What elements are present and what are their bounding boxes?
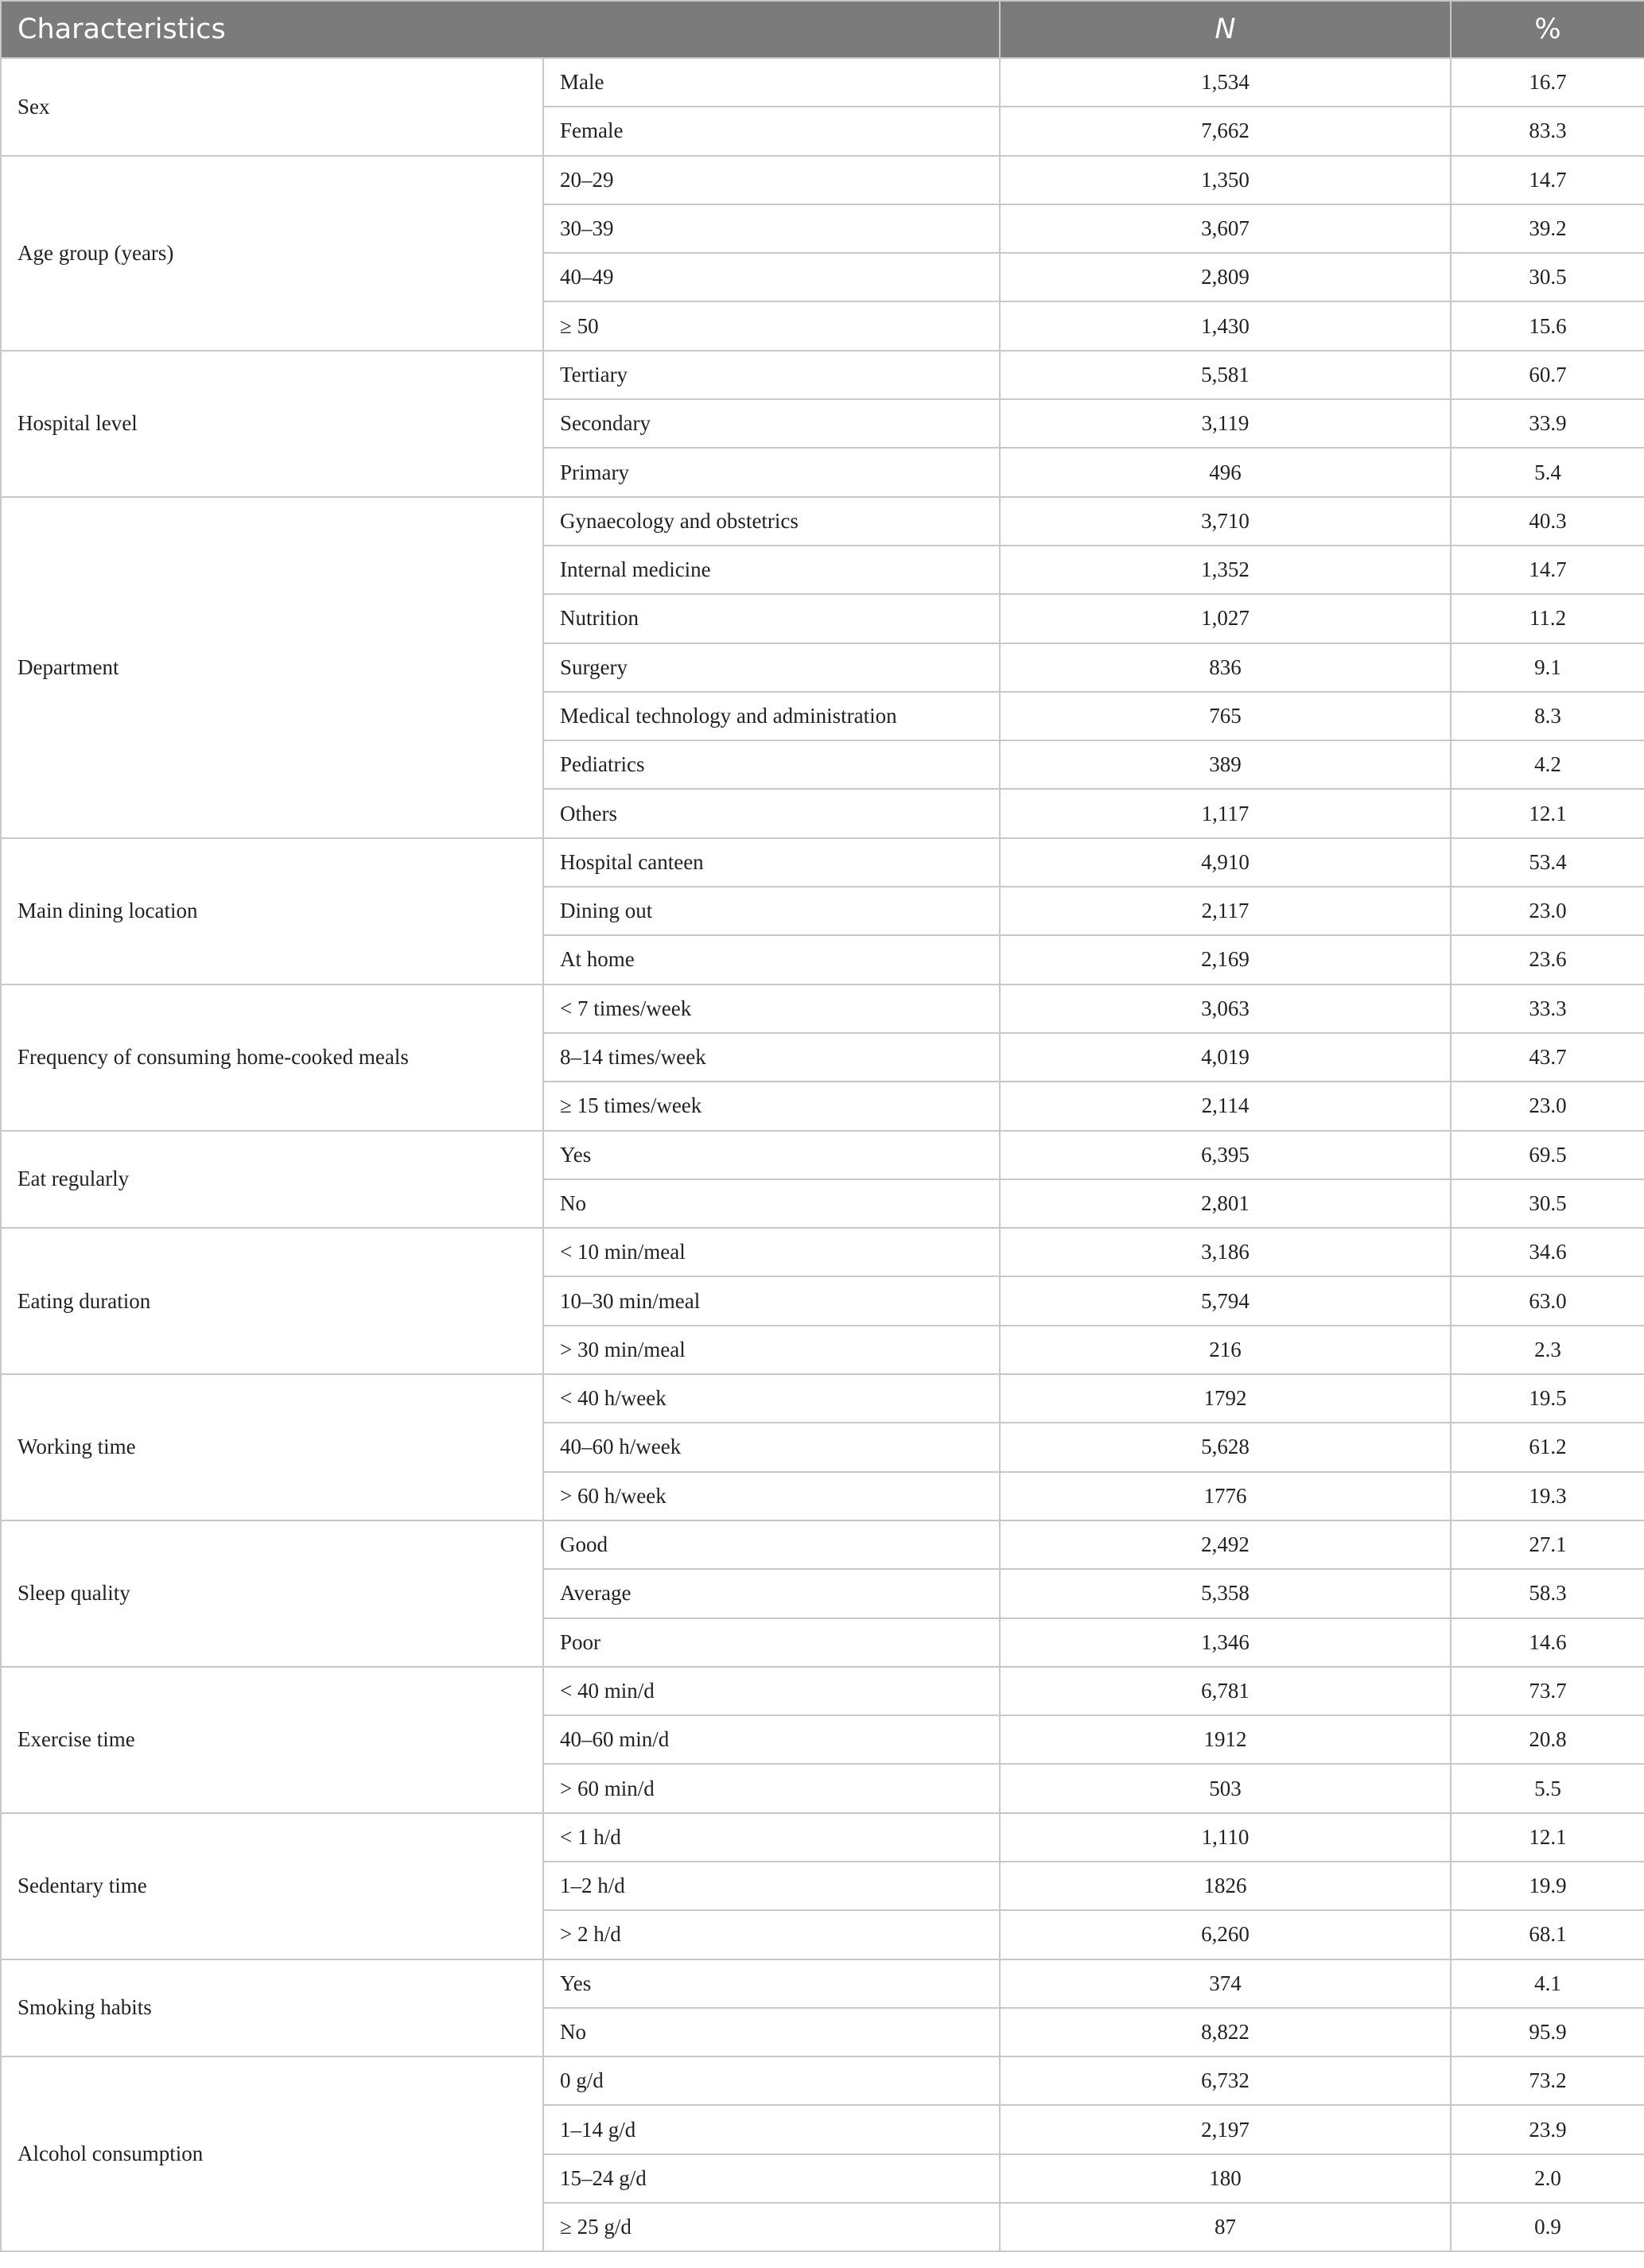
subcategory-cell: Female [543,107,1000,155]
category-cell: Main dining location [1,838,543,984]
percent-cell: 40.3 [1451,497,1644,546]
count-cell: 374 [1000,1959,1451,2008]
subcategory-cell: Yes [543,1131,1000,1179]
percent-cell: 33.3 [1451,984,1644,1033]
subcategory-cell: Tertiary [543,351,1000,399]
count-cell: 1826 [1000,1862,1451,1910]
table-row [1,1131,1644,1179]
table-row [1,156,1644,204]
subcategory-cell: No [543,1179,1000,1228]
subcategory-cell: 0 g/d [543,2056,1000,2105]
percent-cell: 23.0 [1451,887,1644,935]
percent-cell: 68.1 [1451,1910,1644,1959]
count-cell: 1,110 [1000,1813,1451,1862]
count-cell: 1,352 [1000,546,1451,594]
percent-cell: 20.8 [1451,1715,1644,1764]
subcategory-cell: Good [543,1520,1000,1569]
percent-cell: 11.2 [1451,594,1644,643]
count-cell: 1792 [1000,1374,1451,1423]
table-row [1,58,1644,107]
percent-cell: 5.5 [1451,1764,1644,1812]
count-cell: 7,662 [1000,107,1451,155]
header-n: N [1000,1,1451,58]
percent-cell: 14.6 [1451,1618,1644,1667]
category-cell: Sleep quality [1,1520,543,1667]
subcategory-cell: Medical technology and administration [543,692,1000,740]
count-cell: 6,260 [1000,1910,1451,1959]
subcategory-cell: No [543,2008,1000,2056]
count-cell: 5,358 [1000,1569,1451,1618]
subcategory-cell: 8–14 times/week [543,1033,1000,1082]
count-cell: 765 [1000,692,1451,740]
table-row [1,984,1644,1033]
percent-cell: 30.5 [1451,1179,1644,1228]
subcategory-cell: Nutrition [543,594,1000,643]
count-cell: 3,063 [1000,984,1451,1033]
table-body [1,58,1644,2251]
percent-cell: 95.9 [1451,2008,1644,2056]
count-cell: 1,534 [1000,58,1451,107]
header-percent: % [1451,1,1644,58]
subcategory-cell: 15–24 g/d [543,2154,1000,2203]
subcategory-cell: Gynaecology and obstetrics [543,497,1000,546]
subcategory-cell: Internal medicine [543,546,1000,594]
subcategory-cell: 1–14 g/d [543,2105,1000,2153]
percent-cell: 23.0 [1451,1082,1644,1130]
count-cell: 503 [1000,1764,1451,1812]
count-cell: 180 [1000,2154,1451,2203]
subcategory-cell: 10–30 min/meal [543,1276,1000,1325]
category-cell: Eating duration [1,1228,543,1374]
subcategory-cell: < 7 times/week [543,984,1000,1033]
percent-cell: 53.4 [1451,838,1644,887]
subcategory-cell: Secondary [543,399,1000,448]
table-row [1,1813,1644,1862]
count-cell: 2,197 [1000,2105,1451,2153]
count-cell: 1,350 [1000,156,1451,204]
table-row [1,351,1644,399]
count-cell: 836 [1000,643,1451,692]
percent-cell: 19.5 [1451,1374,1644,1423]
count-cell: 5,628 [1000,1423,1451,1471]
table-row [1,1667,1644,1715]
subcategory-cell: ≥ 25 g/d [543,2203,1000,2251]
percent-cell: 30.5 [1451,253,1644,301]
percent-cell: 73.2 [1451,2056,1644,2105]
count-cell: 389 [1000,740,1451,789]
percent-cell: 0.9 [1451,2203,1644,2251]
table-row [1,1959,1644,2008]
count-cell: 1,027 [1000,594,1451,643]
subcategory-cell: ≥ 50 [543,301,1000,350]
category-cell: Department [1,497,543,838]
subcategory-cell: 20–29 [543,156,1000,204]
count-cell: 3,119 [1000,399,1451,448]
subcategory-cell: Pediatrics [543,740,1000,789]
subcategory-cell: Surgery [543,643,1000,692]
count-cell: 6,781 [1000,1667,1451,1715]
percent-cell: 61.2 [1451,1423,1644,1471]
table-row [1,838,1644,887]
percent-cell: 4.1 [1451,1959,1644,2008]
subcategory-cell: 1–2 h/d [543,1862,1000,1910]
percent-cell: 9.1 [1451,643,1644,692]
table-row [1,1520,1644,1569]
category-cell: Alcohol consumption [1,2056,543,2251]
percent-cell: 16.7 [1451,58,1644,107]
subcategory-cell: > 30 min/meal [543,1326,1000,1374]
category-cell: Working time [1,1374,543,1520]
subcategory-cell: > 2 h/d [543,1910,1000,1959]
category-cell: Hospital level [1,351,543,497]
percent-cell: 19.3 [1451,1472,1644,1520]
category-cell: Eat regularly [1,1131,543,1229]
table-row [1,1374,1644,1423]
subcategory-cell: At home [543,935,1000,984]
count-cell: 3,710 [1000,497,1451,546]
percent-cell: 2.0 [1451,2154,1644,2203]
percent-cell: 34.6 [1451,1228,1644,1276]
percent-cell: 8.3 [1451,692,1644,740]
percent-cell: 2.3 [1451,1326,1644,1374]
count-cell: 4,019 [1000,1033,1451,1082]
percent-cell: 19.9 [1451,1862,1644,1910]
percent-cell: 15.6 [1451,301,1644,350]
subcategory-cell: Poor [543,1618,1000,1667]
subcategory-cell: Yes [543,1959,1000,2008]
subcategory-cell: < 1 h/d [543,1813,1000,1862]
subcategory-cell: < 10 min/meal [543,1228,1000,1276]
subcategory-cell: Average [543,1569,1000,1618]
percent-cell: 63.0 [1451,1276,1644,1325]
table-row [1,1228,1644,1276]
percent-cell: 4.2 [1451,740,1644,789]
percent-cell: 39.2 [1451,204,1644,253]
count-cell: 87 [1000,2203,1451,2251]
subcategory-cell: Others [543,789,1000,837]
percent-cell: 23.9 [1451,2105,1644,2153]
subcategory-cell: 40–60 min/d [543,1715,1000,1764]
count-cell: 2,114 [1000,1082,1451,1130]
count-cell: 2,117 [1000,887,1451,935]
category-cell: Smoking habits [1,1959,543,2057]
header-characteristics: Characteristics [1,1,1000,58]
table-row [1,497,1644,546]
count-cell: 2,492 [1000,1520,1451,1569]
percent-cell: 33.9 [1451,399,1644,448]
subcategory-cell: > 60 min/d [543,1764,1000,1812]
category-cell: Frequency of consuming home-cooked meals [1,984,543,1131]
count-cell: 216 [1000,1326,1451,1374]
count-cell: 1912 [1000,1715,1451,1764]
subcategory-cell: 40–49 [543,253,1000,301]
table-row [1,2056,1644,2105]
count-cell: 3,607 [1000,204,1451,253]
count-cell: 6,732 [1000,2056,1451,2105]
subcategory-cell: 30–39 [543,204,1000,253]
category-cell: Exercise time [1,1667,543,1813]
count-cell: 5,794 [1000,1276,1451,1325]
subcategory-cell: Dining out [543,887,1000,935]
subcategory-cell: Primary [543,448,1000,496]
count-cell: 2,169 [1000,935,1451,984]
subcategory-cell: > 60 h/week [543,1472,1000,1520]
percent-cell: 69.5 [1451,1131,1644,1179]
percent-cell: 58.3 [1451,1569,1644,1618]
percent-cell: 27.1 [1451,1520,1644,1569]
count-cell: 4,910 [1000,838,1451,887]
percent-cell: 14.7 [1451,156,1644,204]
percent-cell: 12.1 [1451,789,1644,837]
percent-cell: 5.4 [1451,448,1644,496]
count-cell: 8,822 [1000,2008,1451,2056]
count-cell: 1,346 [1000,1618,1451,1667]
count-cell: 5,581 [1000,351,1451,399]
subcategory-cell: 40–60 h/week [543,1423,1000,1471]
count-cell: 2,809 [1000,253,1451,301]
subcategory-cell: < 40 h/week [543,1374,1000,1423]
subcategory-cell: ≥ 15 times/week [543,1082,1000,1130]
subcategory-cell: Hospital canteen [543,838,1000,887]
category-cell: Sedentary time [1,1813,543,1959]
percent-cell: 23.6 [1451,935,1644,984]
percent-cell: 14.7 [1451,546,1644,594]
percent-cell: 60.7 [1451,351,1644,399]
percent-cell: 43.7 [1451,1033,1644,1082]
category-cell: Sex [1,58,543,156]
percent-cell: 83.3 [1451,107,1644,155]
count-cell: 6,395 [1000,1131,1451,1179]
subcategory-cell: < 40 min/d [543,1667,1000,1715]
count-cell: 1776 [1000,1472,1451,1520]
count-cell: 1,430 [1000,301,1451,350]
count-cell: 3,186 [1000,1228,1451,1276]
count-cell: 496 [1000,448,1451,496]
count-cell: 1,117 [1000,789,1451,837]
count-cell: 2,801 [1000,1179,1451,1228]
percent-cell: 73.7 [1451,1667,1644,1715]
table-header-row [1,1,1644,58]
category-cell: Age group (years) [1,156,543,351]
percent-cell: 12.1 [1451,1813,1644,1862]
subcategory-cell: Male [543,58,1000,107]
